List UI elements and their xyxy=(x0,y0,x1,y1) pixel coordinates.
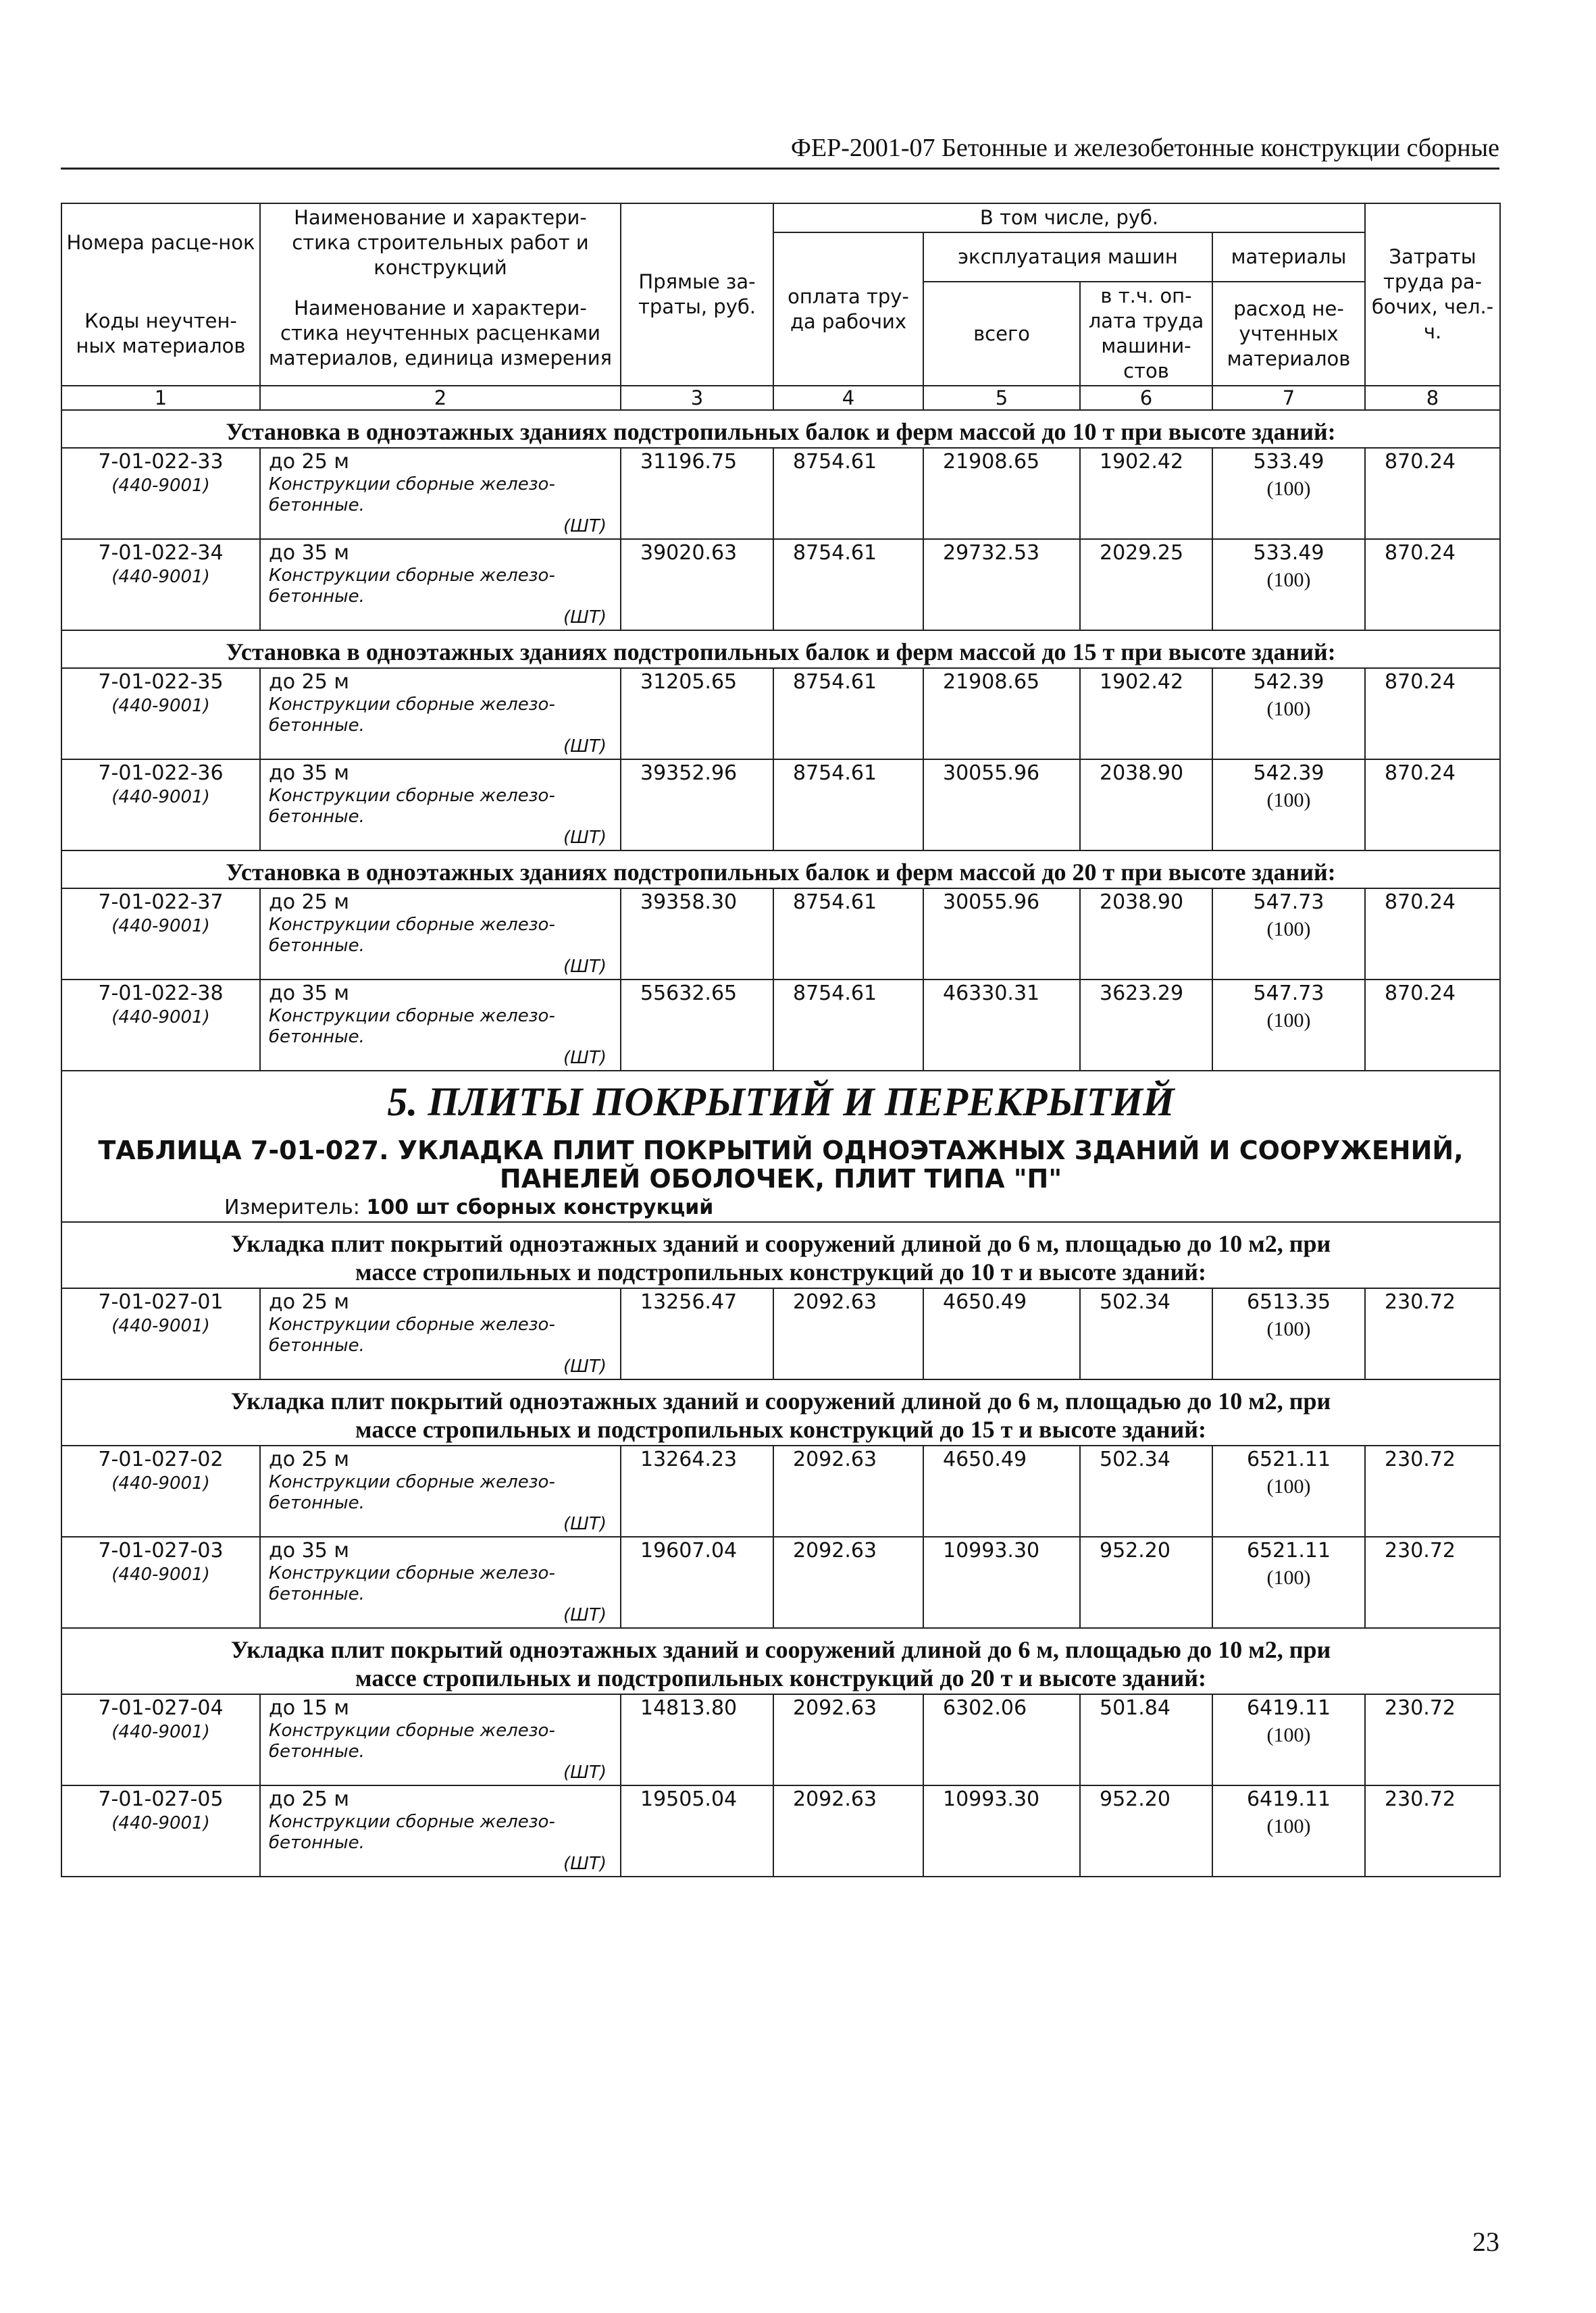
rate-code: 7-01-027-01 xyxy=(98,1290,224,1314)
group-title-row xyxy=(61,1379,1500,1446)
materials-cell xyxy=(1212,1694,1365,1785)
group-title-line: Укладка плит покрытий одноэтажных зданий и сооружений длиной до 6 м, площадью до 10 м2, при xyxy=(230,1230,1331,1257)
work-name: до 35 м xyxy=(269,1539,349,1562)
work-name-cell xyxy=(260,668,621,759)
group-title-row xyxy=(61,410,1500,448)
material-quantity: (100) xyxy=(1266,918,1311,940)
group-title: Установка в одноэтажных зданиях подстропильных балок и ферм массой до 20 т при высоте зданий: xyxy=(61,850,1500,888)
material-name: Конструкции сборные железо-бетонные. xyxy=(269,1563,555,1604)
material-name: Конструкции сборные железо-бетонные. xyxy=(269,694,555,736)
materials-cell xyxy=(1212,888,1365,980)
material-name: Конструкции сборные железо-бетонные. xyxy=(269,1812,555,1853)
material-code: (440-9001) xyxy=(111,1565,210,1585)
group-title-row xyxy=(61,1628,1500,1694)
labor-hours: 230.72 xyxy=(1365,1288,1500,1379)
material-quantity: (100) xyxy=(1266,1475,1311,1498)
table-title-line: ПАНЕЛЕЙ ОБОЛОЧЕК, ПЛИТ ТИПА "П" xyxy=(499,1164,1062,1194)
labor-pay: 8754.61 xyxy=(773,668,923,759)
group-title xyxy=(61,1628,1500,1694)
materials-cell xyxy=(1212,1537,1365,1628)
materials-cell xyxy=(1212,668,1365,759)
labor-hours: 230.72 xyxy=(1365,1446,1500,1537)
table-row xyxy=(61,888,1500,980)
header-work-name: Наименование и характери-стика строительных работ и конструкций xyxy=(260,203,621,282)
header-material-use: расход не-учтенных материалов xyxy=(1212,282,1365,386)
measure-label: Измеритель: xyxy=(224,1196,360,1219)
direct-costs: 55632.65 xyxy=(621,980,773,1071)
rate-code: 7-01-027-03 xyxy=(98,1539,224,1562)
material-code: (440-9001) xyxy=(111,787,210,807)
page-header: ФЕР-2001-07 Бетонные и железобетонные конструкции сборные xyxy=(790,134,1499,162)
materials-cell xyxy=(1212,1446,1365,1537)
labor-pay: 2092.63 xyxy=(773,1288,923,1379)
materials-cell xyxy=(1212,759,1365,850)
materials-value: 6521.11 xyxy=(1246,1448,1331,1471)
materials-value: 547.73 xyxy=(1253,982,1324,1005)
materials-cell xyxy=(1212,1288,1365,1379)
materials-value: 533.49 xyxy=(1253,450,1324,474)
machines-total: 4650.49 xyxy=(923,1288,1080,1379)
material-unit: (ШТ) xyxy=(563,957,607,977)
group-title-line: массе стропильных и подстропильных конструкций до 10 т и высоте зданий: xyxy=(355,1259,1206,1286)
rate-code: 7-01-022-36 xyxy=(98,761,224,785)
work-name: до 35 м xyxy=(269,982,349,1005)
labor-pay: 8754.61 xyxy=(773,980,923,1071)
work-name-cell xyxy=(260,1446,621,1537)
material-code: (440-9001) xyxy=(111,696,210,716)
material-code: (440-9001) xyxy=(111,567,210,587)
material-code: (440-9001) xyxy=(111,1007,210,1027)
labor-hours: 870.24 xyxy=(1365,539,1500,630)
machines-total: 6302.06 xyxy=(923,1694,1080,1785)
labor-hours: 870.24 xyxy=(1365,980,1500,1071)
group-title-line: Укладка плит покрытий одноэтажных зданий и сооружений длиной до 6 м, площадью до 10 м2, при xyxy=(230,1388,1331,1415)
group-title-line: массе стропильных и подстропильных конструкций до 20 т и высоте зданий: xyxy=(355,1664,1206,1692)
table-row xyxy=(61,1446,1500,1537)
material-quantity: (100) xyxy=(1266,1724,1311,1746)
price-table xyxy=(61,203,1501,1877)
rate-code-cell xyxy=(61,888,260,980)
material-code: (440-9001) xyxy=(111,1473,210,1494)
direct-costs: 19505.04 xyxy=(621,1785,773,1877)
material-quantity: (100) xyxy=(1266,1318,1311,1340)
material-quantity: (100) xyxy=(1266,1815,1311,1837)
labor-hours: 870.24 xyxy=(1365,668,1500,759)
operators-pay: 2038.90 xyxy=(1080,888,1212,980)
work-name: до 25 м xyxy=(269,450,349,474)
material-code: (440-9001) xyxy=(111,1316,210,1336)
header-in-that: В том числе, руб. xyxy=(773,203,1365,232)
rate-code-cell xyxy=(61,980,260,1071)
table-row xyxy=(61,759,1500,850)
operators-pay: 952.20 xyxy=(1080,1785,1212,1877)
material-unit: (ШТ) xyxy=(563,607,607,628)
machines-total: 30055.96 xyxy=(923,759,1080,850)
material-unit: (ШТ) xyxy=(563,1356,607,1377)
group-title-line: Укладка плит покрытий одноэтажных зданий и сооружений длиной до 6 м, площадью до 10 м2, при xyxy=(230,1636,1331,1663)
materials-cell xyxy=(1212,448,1365,539)
direct-costs: 39352.96 xyxy=(621,759,773,850)
labor-hours: 870.24 xyxy=(1365,448,1500,539)
material-name: Конструкции сборные железо-бетонные. xyxy=(269,474,555,515)
material-name: Конструкции сборные железо-бетонные. xyxy=(269,1721,555,1762)
table-row xyxy=(61,539,1500,630)
work-name: до 35 м xyxy=(269,761,349,785)
header-machines-total: всего xyxy=(923,282,1080,386)
rate-code: 7-01-022-35 xyxy=(98,670,224,694)
rate-code-cell xyxy=(61,1785,260,1877)
header-material-codes: Коды неучтен-ных материалов xyxy=(61,282,260,386)
work-name: до 25 м xyxy=(269,1290,349,1314)
work-name-cell xyxy=(260,448,621,539)
material-quantity: (100) xyxy=(1266,478,1311,500)
material-code: (440-9001) xyxy=(111,916,210,936)
labor-pay: 2092.63 xyxy=(773,1694,923,1785)
labor-hours: 230.72 xyxy=(1365,1785,1500,1877)
material-name: Конструкции сборные железо-бетонные. xyxy=(269,786,555,827)
materials-cell xyxy=(1212,980,1365,1071)
work-name-cell xyxy=(260,1785,621,1877)
material-name: Конструкции сборные железо-бетонные. xyxy=(269,1472,555,1513)
direct-costs: 39020.63 xyxy=(621,539,773,630)
work-name-cell xyxy=(260,759,621,850)
direct-costs: 31196.75 xyxy=(621,448,773,539)
group-title xyxy=(61,1222,1500,1288)
machines-total: 46330.31 xyxy=(923,980,1080,1071)
work-name: до 25 м xyxy=(269,670,349,694)
materials-value: 6513.35 xyxy=(1246,1290,1331,1314)
labor-pay: 2092.63 xyxy=(773,1537,923,1628)
materials-value: 547.73 xyxy=(1253,890,1324,914)
materials-cell xyxy=(1212,539,1365,630)
work-name-cell xyxy=(260,888,621,980)
rate-code: 7-01-027-04 xyxy=(98,1696,224,1720)
labor-pay: 2092.63 xyxy=(773,1785,923,1877)
material-unit: (ШТ) xyxy=(563,1762,607,1783)
measure-unit xyxy=(62,1194,1499,1221)
rate-code-cell xyxy=(61,1537,260,1628)
rate-code-cell xyxy=(61,1694,260,1785)
material-unit: (ШТ) xyxy=(563,1514,607,1534)
materials-value: 542.39 xyxy=(1253,670,1324,694)
material-quantity: (100) xyxy=(1266,569,1311,591)
table-row xyxy=(61,1537,1500,1628)
direct-costs: 13256.47 xyxy=(621,1288,773,1379)
work-name-cell xyxy=(260,980,621,1071)
work-name: до 15 м xyxy=(269,1696,349,1720)
header-row-1 xyxy=(61,203,1500,232)
table-row xyxy=(61,448,1500,539)
material-unit: (ШТ) xyxy=(563,1605,607,1625)
direct-costs: 19607.04 xyxy=(621,1537,773,1628)
materials-value: 6521.11 xyxy=(1246,1539,1331,1562)
header-rule xyxy=(61,168,1499,170)
column-number: 3 xyxy=(621,386,773,410)
material-name: Конструкции сборные железо-бетонные. xyxy=(269,1315,555,1356)
material-quantity: (100) xyxy=(1266,789,1311,811)
rate-code-cell xyxy=(61,1288,260,1379)
labor-pay: 8754.61 xyxy=(773,888,923,980)
labor-hours: 870.24 xyxy=(1365,759,1500,850)
material-code: (440-9001) xyxy=(111,476,210,496)
material-unit: (ШТ) xyxy=(563,1854,607,1874)
header-operators-pay: в т.ч. оп-лата труда машини-стов xyxy=(1080,282,1212,386)
operators-pay: 502.34 xyxy=(1080,1288,1212,1379)
table-row xyxy=(61,980,1500,1071)
group-title: Установка в одноэтажных зданиях подстропильных балок и ферм массой до 15 т при высоте зданий: xyxy=(61,630,1500,668)
column-numbers-row xyxy=(61,386,1500,410)
header-machines: эксплуатация машин xyxy=(923,232,1212,282)
labor-pay: 8754.61 xyxy=(773,539,923,630)
material-name: Конструкции сборные железо-бетонные. xyxy=(269,565,555,607)
materials-value: 533.49 xyxy=(1253,541,1324,565)
header-material-names: Наименование и характери-стика неучтенных расценками материалов, единица измерения xyxy=(260,282,621,386)
table-row xyxy=(61,1288,1500,1379)
labor-pay: 2092.63 xyxy=(773,1446,923,1537)
machines-total: 29732.53 xyxy=(923,539,1080,630)
machines-total: 21908.65 xyxy=(923,448,1080,539)
machines-total: 30055.96 xyxy=(923,888,1080,980)
direct-costs: 14813.80 xyxy=(621,1694,773,1785)
rate-code-cell xyxy=(61,759,260,850)
direct-costs: 39358.30 xyxy=(621,888,773,980)
work-name: до 25 м xyxy=(269,1448,349,1471)
labor-pay: 8754.61 xyxy=(773,759,923,850)
materials-value: 6419.11 xyxy=(1246,1787,1331,1811)
rate-code-cell xyxy=(61,668,260,759)
group-title-row xyxy=(61,850,1500,888)
material-name: Конструкции сборные железо-бетонные. xyxy=(269,915,555,956)
material-quantity: (100) xyxy=(1266,1567,1311,1589)
rate-code-cell xyxy=(61,448,260,539)
machines-total: 21908.65 xyxy=(923,668,1080,759)
work-name: до 25 м xyxy=(269,890,349,914)
machines-total: 10993.30 xyxy=(923,1785,1080,1877)
operators-pay: 1902.42 xyxy=(1080,448,1212,539)
operators-pay: 2029.25 xyxy=(1080,539,1212,630)
work-name: до 35 м xyxy=(269,541,349,565)
material-quantity: (100) xyxy=(1266,698,1311,720)
material-unit: (ШТ) xyxy=(563,736,607,757)
operators-pay: 2038.90 xyxy=(1080,759,1212,850)
direct-costs: 13264.23 xyxy=(621,1446,773,1537)
table-row xyxy=(61,668,1500,759)
operators-pay: 3623.29 xyxy=(1080,980,1212,1071)
material-code: (440-9001) xyxy=(111,1722,210,1742)
rate-code: 7-01-022-38 xyxy=(98,982,224,1005)
table-title xyxy=(62,1136,1499,1193)
table-row xyxy=(61,1785,1500,1877)
material-name: Конструкции сборные железо-бетонные. xyxy=(269,1006,555,1047)
rate-code: 7-01-022-34 xyxy=(98,541,224,565)
column-number: 7 xyxy=(1212,386,1365,410)
materials-cell xyxy=(1212,1785,1365,1877)
header-labor-hours: Затраты труда ра-бочих, чел.-ч. xyxy=(1365,203,1500,386)
group-title-row xyxy=(61,630,1500,668)
material-quantity: (100) xyxy=(1266,1009,1311,1032)
materials-value: 542.39 xyxy=(1253,761,1324,785)
header-rate-number: Номера расце-нок xyxy=(61,203,260,282)
labor-hours: 230.72 xyxy=(1365,1694,1500,1785)
rate-code: 7-01-027-02 xyxy=(98,1448,224,1471)
labor-hours: 230.72 xyxy=(1365,1537,1500,1628)
rate-code-cell xyxy=(61,539,260,630)
work-name-cell xyxy=(260,1694,621,1785)
header-labor-pay: оплата тру-да рабочих xyxy=(773,232,923,386)
material-unit: (ШТ) xyxy=(563,516,607,536)
rate-code-cell xyxy=(61,1446,260,1537)
column-number: 2 xyxy=(260,386,621,410)
operators-pay: 1902.42 xyxy=(1080,668,1212,759)
material-unit: (ШТ) xyxy=(563,828,607,848)
direct-costs: 31205.65 xyxy=(621,668,773,759)
machines-total: 10993.30 xyxy=(923,1537,1080,1628)
table-title-line: ТАБЛИЦА 7-01-027. УКЛАДКА ПЛИТ ПОКРЫТИЙ ОДНОЭТАЖНЫХ ЗДАНИЙ И СООРУЖЕНИЙ, xyxy=(98,1136,1464,1165)
column-number: 6 xyxy=(1080,386,1212,410)
column-number: 5 xyxy=(923,386,1080,410)
machines-total: 4650.49 xyxy=(923,1446,1080,1537)
operators-pay: 502.34 xyxy=(1080,1446,1212,1537)
measure-value: 100 шт сборных конструкций xyxy=(366,1196,714,1219)
page-number: 23 xyxy=(1472,2227,1499,2257)
work-name-cell xyxy=(260,1288,621,1379)
group-title xyxy=(61,1379,1500,1446)
work-name-cell xyxy=(260,539,621,630)
rate-code: 7-01-022-37 xyxy=(98,890,224,914)
column-number: 8 xyxy=(1365,386,1500,410)
material-code: (440-9001) xyxy=(111,1813,210,1833)
section-heading-row xyxy=(61,1071,1500,1222)
group-title-row xyxy=(61,1222,1500,1288)
materials-value: 6419.11 xyxy=(1246,1696,1331,1720)
work-name-cell xyxy=(260,1537,621,1628)
section-heading xyxy=(61,1071,1500,1222)
operators-pay: 952.20 xyxy=(1080,1537,1212,1628)
section-title: 5. ПЛИТЫ ПОКРЫТИЙ И ПЕРЕКРЫТИЙ xyxy=(387,1079,1175,1124)
table-row xyxy=(61,1694,1500,1785)
column-number: 1 xyxy=(61,386,260,410)
labor-pay: 8754.61 xyxy=(773,448,923,539)
rate-code: 7-01-027-05 xyxy=(98,1787,224,1811)
labor-hours: 870.24 xyxy=(1365,888,1500,980)
work-name: до 25 м xyxy=(269,1787,349,1811)
column-number: 4 xyxy=(773,386,923,410)
group-title-line: массе стропильных и подстропильных конструкций до 15 т и высоте зданий: xyxy=(355,1416,1206,1443)
group-title: Установка в одноэтажных зданиях подстропильных балок и ферм массой до 10 т при высоте зданий: xyxy=(61,410,1500,448)
rate-code: 7-01-022-33 xyxy=(98,450,224,474)
operators-pay: 501.84 xyxy=(1080,1694,1212,1785)
header-materials: материалы xyxy=(1212,232,1365,282)
material-unit: (ШТ) xyxy=(563,1048,607,1068)
header-direct-costs: Прямые за-траты, руб. xyxy=(621,203,773,386)
